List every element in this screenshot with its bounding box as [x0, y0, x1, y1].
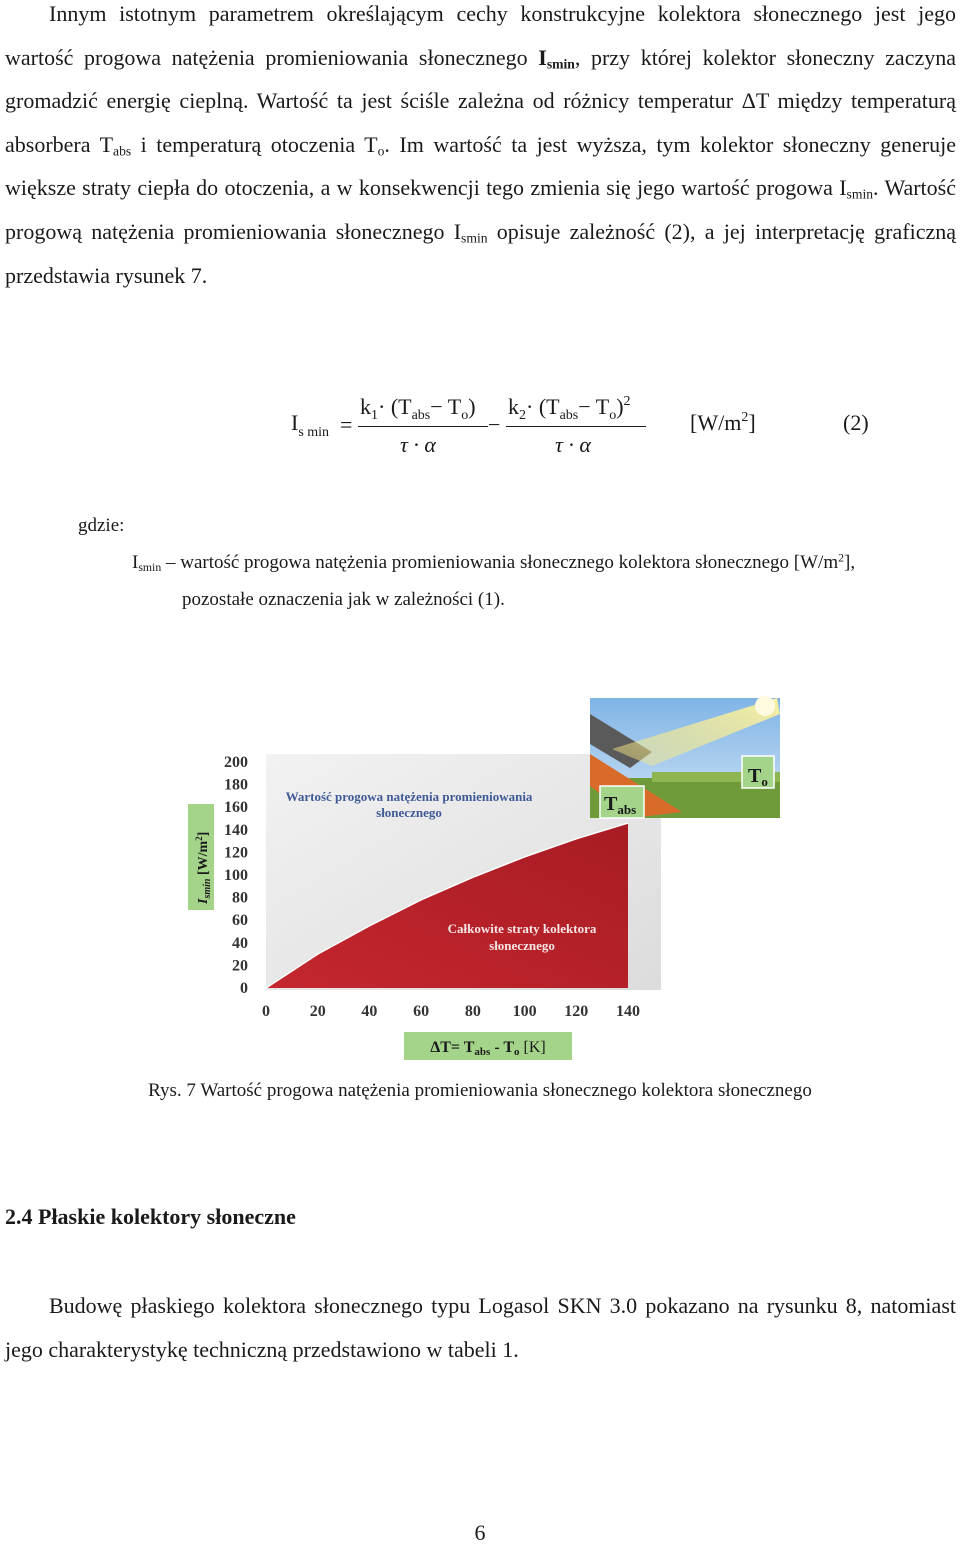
x-tick-label: 120 — [564, 1003, 589, 1020]
where-other-symbols: pozostałe oznaczenia jak w zależności (1). — [182, 589, 505, 610]
y-tick-label: 120 — [224, 844, 248, 862]
threshold-label-line-1: Wartość progowa natężenia promieniowania — [285, 789, 533, 804]
tag-to: $T_o$ — [748, 765, 768, 789]
collector-illustration — [590, 696, 780, 818]
y-tick-label: 40 — [232, 934, 248, 952]
y-tick-label: 100 — [224, 867, 248, 884]
tag-tabs: $T_{abs}$ — [604, 793, 637, 817]
eq-unit: $[W/m^2]$ — [690, 410, 756, 435]
x-tick-label: 0 — [262, 1003, 270, 1020]
y-axis-label: $I_{smin}$ $[W/m^2]$ — [194, 831, 213, 904]
x-tick-label: 140 — [616, 1003, 640, 1020]
eq-fraction-line-1 — [358, 426, 488, 427]
where-definition: $I_{smin}$ – wartość progowa natężenia promieniowania słonecznego kolektora słonecznego $[W/m^2]$, — [132, 551, 856, 574]
eq-lhs: $I_{s min}$ — [291, 410, 330, 440]
y-tick-label: 0 — [240, 980, 248, 997]
y-tick-label: 80 — [232, 889, 248, 907]
eq-numerator-2: $k_2\cdot (T_{abs}- T_o)^2$ — [508, 394, 631, 423]
loss-label-line-1: Całkowite straty kolektora — [447, 921, 597, 936]
eq-number: (2) — [843, 410, 869, 435]
loss-label-line-2: słonecznego — [489, 938, 555, 953]
section-heading: 2.4 Płaskie kolektory słoneczne — [5, 1204, 296, 1229]
x-tick-label: 80 — [464, 1003, 481, 1020]
eq-numerator-1: $k_1\cdot (T_{abs}- T_o)$ — [360, 394, 476, 423]
body-paragraph: Budowę płaskiego kolektora słonecznego typu Logasol SKN 3.0 pokazano na rysunku 8, natomiast jego charakterystykę techniczną przedstawiono w tabeli 1. — [5, 1293, 956, 1362]
eq-denominator-1: τ · α — [400, 432, 436, 457]
y-tick-label: 60 — [232, 912, 248, 930]
figure-7 — [182, 694, 782, 1064]
figure-caption: Rys. 7 Wartość progowa natężenia promieniowania słonecznego kolektora słonecznego — [148, 1080, 812, 1101]
eq-denominator-2: τ · α — [555, 432, 591, 457]
x-axis-label: ΔT= Tabs - To [K] — [430, 1039, 546, 1058]
eq-minus: − — [488, 412, 501, 437]
threshold-label-line-2: słonecznego — [376, 805, 442, 820]
y-tick-label: 160 — [224, 799, 248, 817]
x-tick-label: 20 — [309, 1003, 326, 1020]
y-tick-label: 200 — [224, 754, 248, 771]
y-tick-label: 180 — [224, 776, 248, 794]
intro-paragraph: Innym istotnym parametrem określającym cechy konstrukcyjne kolektora słonecznego jest jego wartość progowa natężenia promieniowania słonecznego $I_{smin}$, przy której kolektor słoneczny zaczyna gromadzić energię cieplną. Wartość ta jest ściśle zależna od różnicy temperatur ΔT między temperaturą absorbera $T_{abs}$ i temperaturą otoczenia $T_o$. Im wartość ta jest wyższa, tym kolektor słoneczny generuje większe straty ciepła do otoczenia, a w konsekwencji tego zmienia się jego wartość progowa $I_{smin}$. Wartość progową natężenia promieniowania słonecznego $I_{smin}$ opisuje zależność (2), a jej interpretację graficzną przedstawia rysunek 7. — [5, 1, 956, 288]
eq-fraction-line-2 — [506, 426, 646, 427]
x-tick-label: 100 — [512, 1003, 537, 1020]
threshold-chart — [182, 694, 782, 1064]
eq-equals: = — [340, 412, 353, 437]
where-label: gdzie: — [78, 515, 125, 536]
equation-2 — [0, 380, 960, 470]
y-tick-label: 20 — [232, 957, 248, 975]
x-tick-label: 40 — [361, 1003, 378, 1020]
page-number: 6 — [474, 1520, 486, 1545]
x-tick-label: 60 — [413, 1003, 430, 1020]
y-tick-label: 140 — [224, 821, 248, 839]
